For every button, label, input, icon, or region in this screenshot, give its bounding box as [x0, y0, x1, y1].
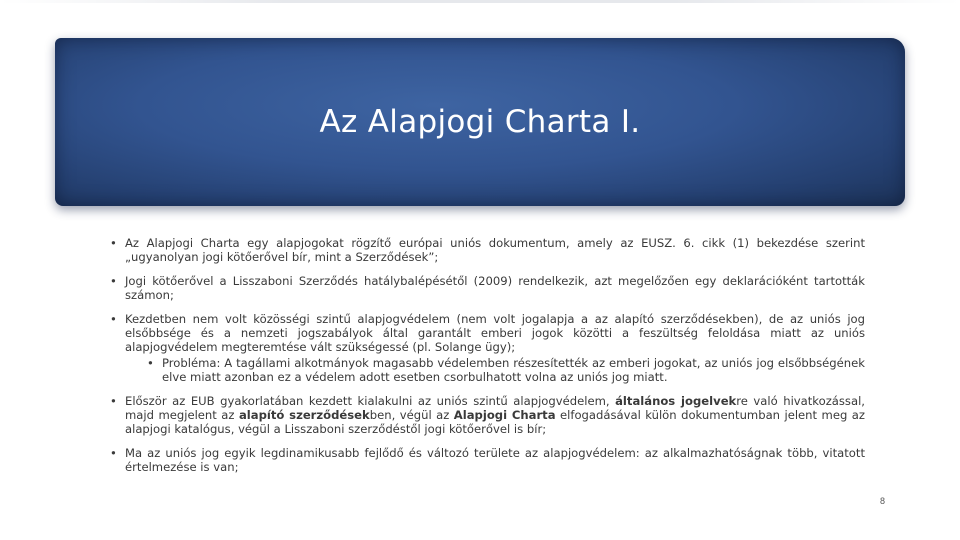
slide-content — [110, 236, 865, 484]
bullet-item — [110, 236, 865, 265]
bullet-text: Ma az uniós jog egyik legdinamikusabb fejlődő és változó területe az alapjogvédelem: az alkalmazhatóságnak több, vitatott értelmezése is van; — [125, 445, 865, 475]
sub-bullet-text: Probléma: A tagállami alkotmányok magasabb védelemben részesítették az emberi jogokat, az uniós jog elsőbbségének elve miatt azonban ez a védelem adott esetben csorbulhatott volna az uniós jog miatt. — [162, 355, 865, 385]
page-number: 8 — [880, 496, 886, 506]
bullet-text-part: elfogadásával külön dokumentumban jelent meg az alapjogi katalógus, végül a Lisszaboni szerződéstől jogi kötőerővel is bír; — [125, 408, 865, 437]
bullet-icon: • — [110, 311, 117, 326]
bullet-item — [110, 312, 865, 355]
bullet-text-part: re való hivatkozással, majd megjelent az — [125, 393, 865, 423]
bullet-text-part: Először az EUB gyakorlatában kezdett kialakulni az uniós szintű alapjogvédelem, — [125, 393, 616, 408]
bullet-icon: • — [110, 445, 117, 460]
slide-title: Az Alapjogi Charta I. — [319, 104, 641, 140]
bullet-item — [110, 274, 865, 303]
bullet-text: Az Alapjogi Charta egy alapjogokat rögzítő európai uniós dokumentum, amely az EUSZ. 6. cikk (1) bekezdése szerint „ugyanolyan jogi kötőerővel bír, mint a Szerződések”; — [125, 236, 865, 265]
bullet-text: Kezdetben nem volt közösségi szintű alapjogvédelem (nem volt jogalapja a az alapító szerződésekben), de az uniós jog elsőbbsége és a nemzeti jogszabályok által garantált emberi jogok közötti a feszültség feloldása miatt az uniós alapjogvédelem megteremtése vált szükségessé (pl. Solange ügy); — [125, 311, 865, 355]
bullet-icon: • — [110, 236, 117, 250]
bold-term-altalanos-jogelvek: általános jogelvek — [615, 393, 737, 408]
bullet-text-part: ben, végül az — [369, 408, 454, 423]
bullet-icon: • — [110, 393, 117, 408]
top-border-line — [0, 0, 960, 3]
bold-term-alapjogi-charta: Alapjogi Charta — [453, 408, 556, 423]
bullet-icon: • — [110, 273, 117, 288]
bullet-item — [110, 394, 865, 437]
bullet-icon: • — [147, 355, 154, 370]
bold-term-alapito-szerzodesek: alapító szerződések — [238, 408, 370, 423]
sub-bullet-item — [110, 356, 865, 385]
bullet-item — [110, 446, 865, 475]
bullet-text: Jogi kötőerővel a Lisszaboni Szerződés hatálybalépésétől (2009) rendelkezik, azt megelőzően egy deklarációként tartották számon; — [125, 273, 865, 303]
